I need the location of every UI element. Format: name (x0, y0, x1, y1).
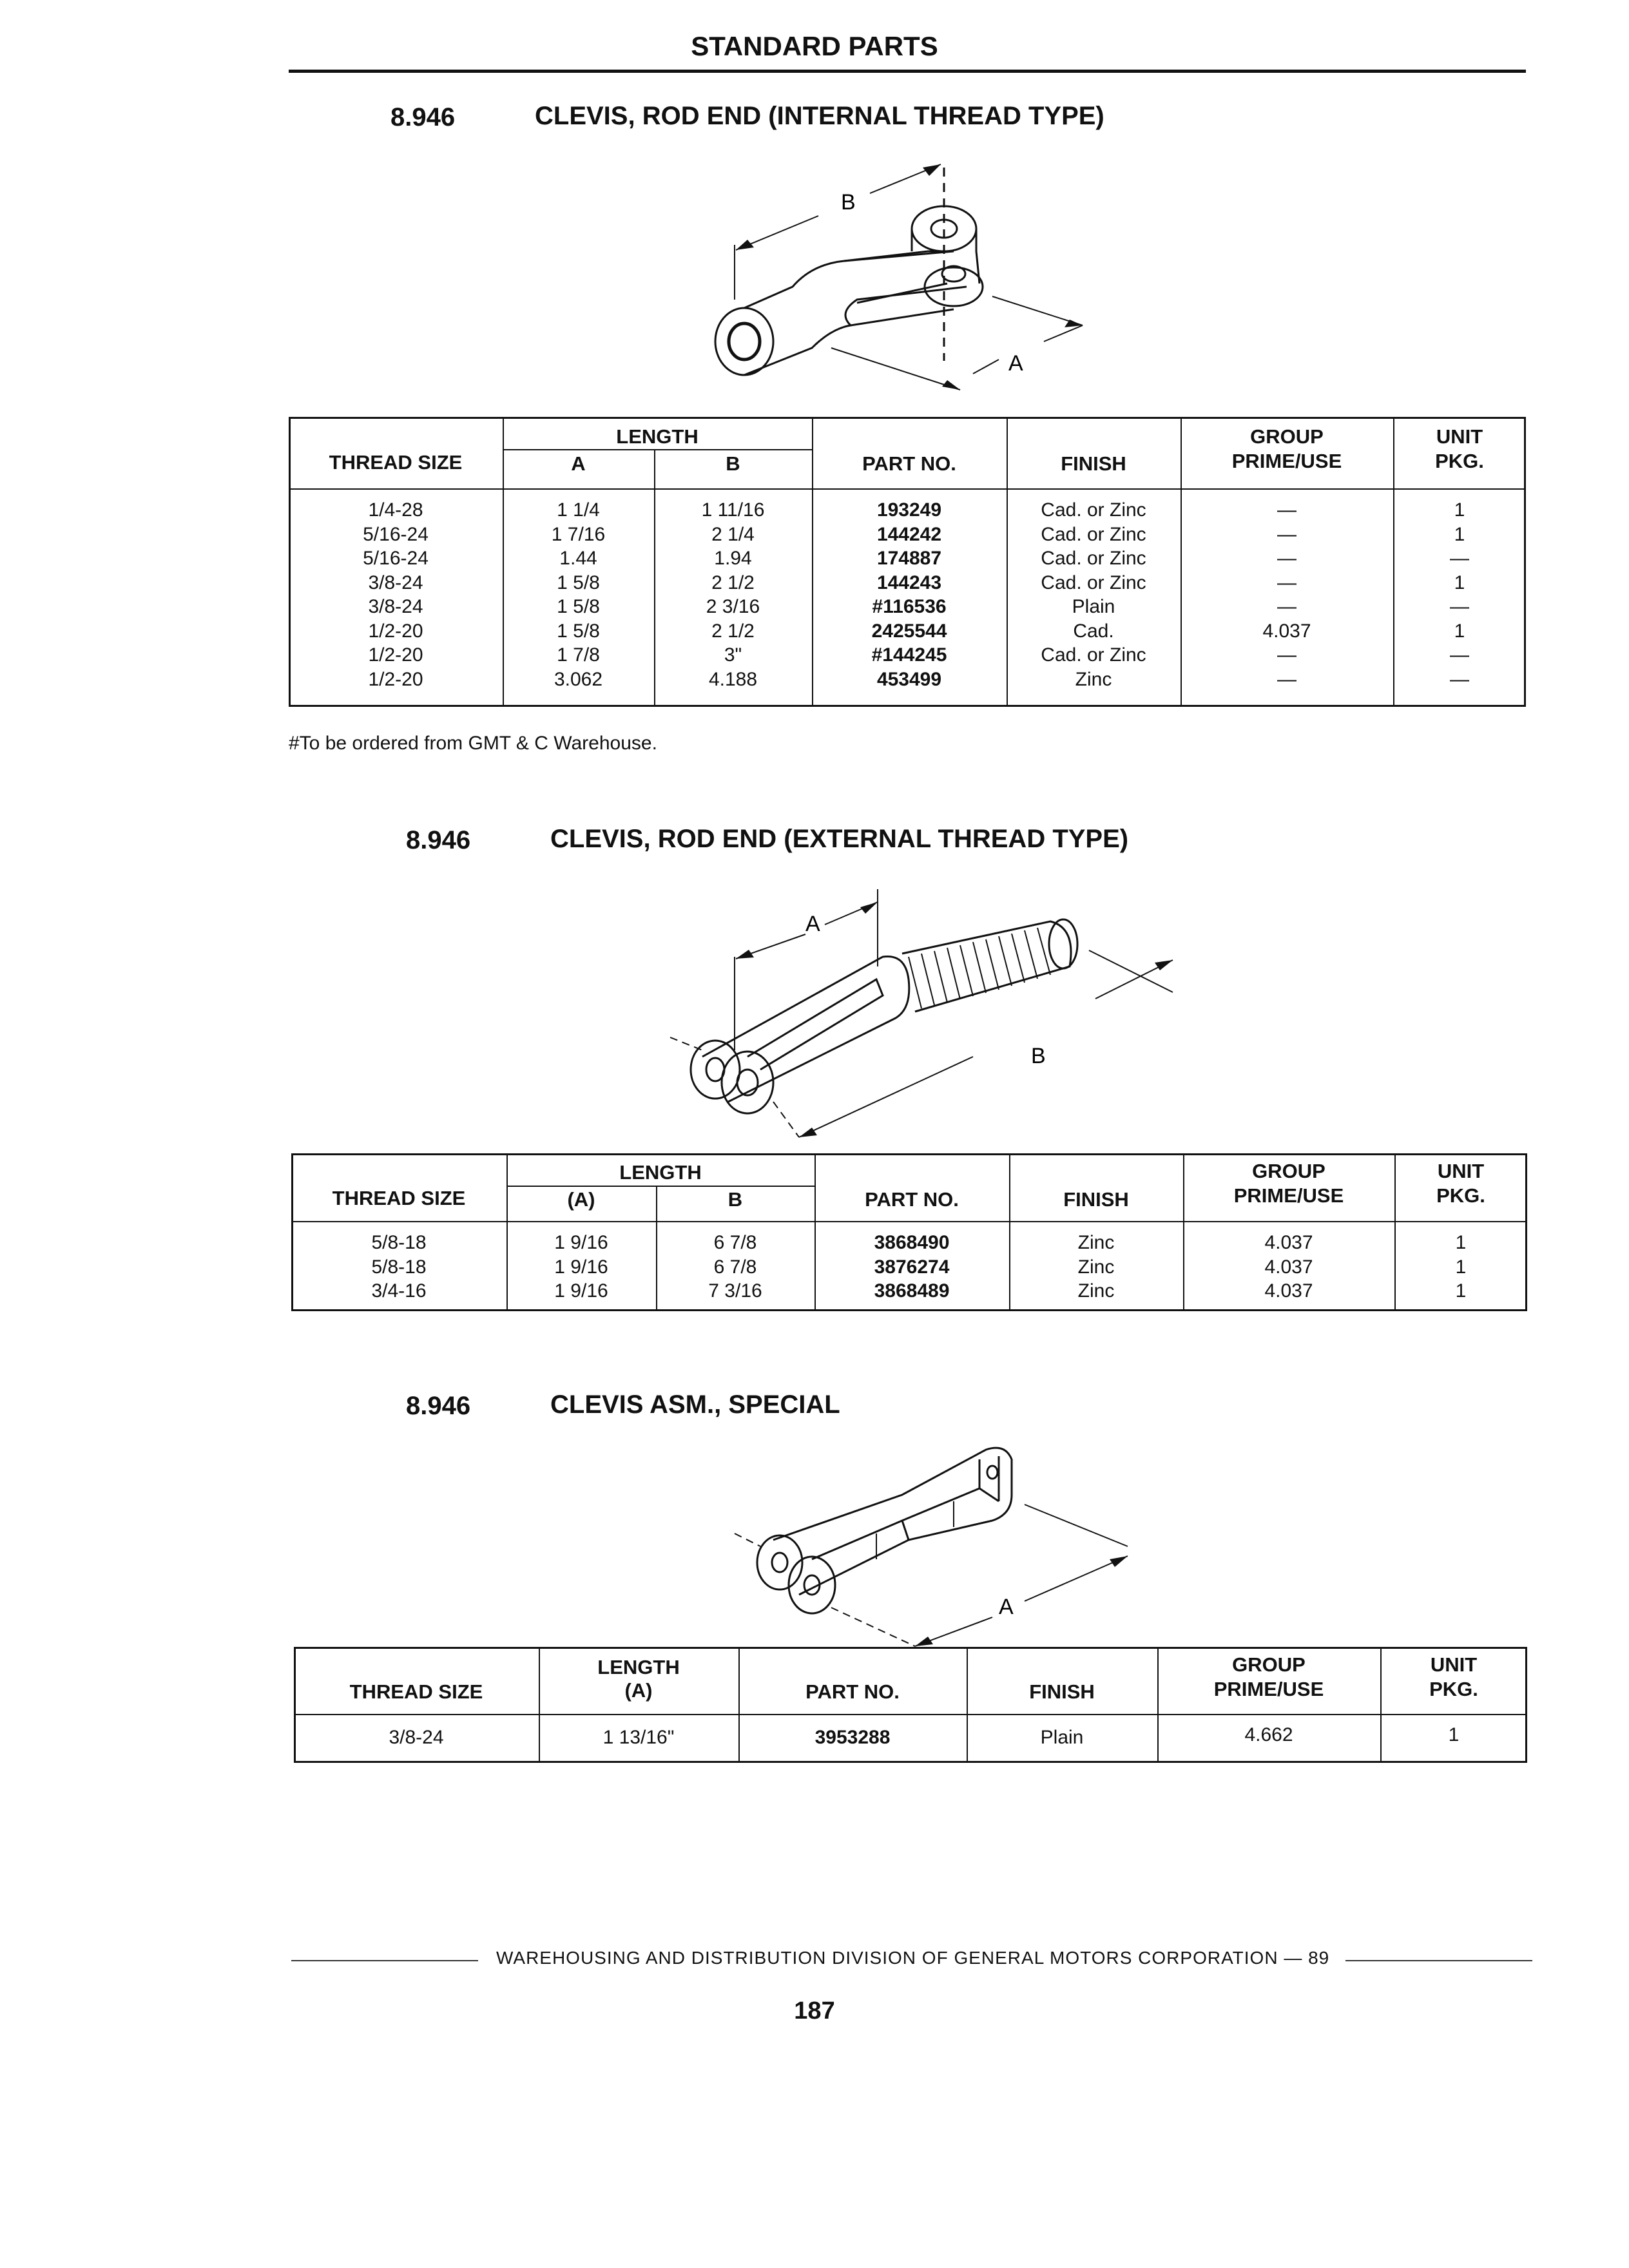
table-row-cell: 7 3/16 (708, 1280, 762, 1302)
table-row-cell: 3" (724, 644, 742, 666)
section-2-number: 8.946 (406, 826, 471, 854)
t1-head-thread-size: THREAD SIZE (329, 451, 463, 474)
table-row-cell: 1 (1455, 1232, 1467, 1253)
fig2-label-b: B (1031, 1044, 1046, 1068)
table-row-cell: 4.037 (1264, 1232, 1313, 1253)
page-header: STANDARD PARTS (691, 31, 938, 61)
internal-thread-clevis-figure (683, 155, 1108, 399)
table-row-cell: Plain (1040, 1727, 1084, 1748)
t1-head-pkg: PKG. (1435, 450, 1484, 472)
table-row-cell: 1.44 (559, 548, 597, 569)
fig3-label-a: A (999, 1595, 1014, 1619)
t2-head-group: GROUP (1252, 1160, 1325, 1182)
footnote: #To be ordered from GMT & C Warehouse. (289, 733, 657, 754)
table-row-cell: 6 7/8 (713, 1232, 757, 1253)
table-row-cell: Zinc (1075, 668, 1112, 690)
table-row-cell: 3/8-24 (368, 596, 423, 617)
table-row-cell: Zinc (1077, 1280, 1115, 1302)
t1-head-b: B (726, 452, 740, 475)
part-number: 174887 (876, 548, 942, 569)
t3-head-unit: UNIT (1430, 1653, 1478, 1676)
table-row-cell: 1 9/16 (554, 1256, 608, 1278)
t3-head-length: LENGTH (597, 1656, 680, 1678)
t2-head-a: (A) (567, 1188, 595, 1211)
table-row-cell: 5/8-18 (371, 1232, 427, 1253)
t1-head-length: LENGTH (616, 425, 699, 448)
table-row-cell: Zinc (1077, 1256, 1115, 1278)
table-row-cell: — (1277, 499, 1296, 521)
t3-head-prime-use: PRIME/USE (1213, 1678, 1324, 1700)
part-number: 2425544 (871, 620, 947, 642)
part-number: #116536 (872, 596, 947, 617)
table-row-cell: 5/16-24 (363, 523, 429, 545)
table-row-cell: 1 11/16 (701, 499, 765, 521)
section-3-title: CLEVIS ASM., SPECIAL (550, 1390, 840, 1419)
table-row-cell: 2 1/4 (711, 523, 755, 545)
table-row-cell: 6 7/8 (713, 1256, 757, 1278)
table-row-cell: — (1277, 548, 1296, 569)
table-row-cell: — (1277, 644, 1296, 666)
t3-head-a: (A) (624, 1679, 653, 1702)
table-row-cell: Cad. or Zinc (1041, 523, 1146, 545)
special-clevis-figure (722, 1430, 1134, 1649)
t1-head-a: A (571, 452, 586, 475)
t3-head-finish: FINISH (1029, 1680, 1095, 1703)
table-row-cell: — (1450, 596, 1469, 617)
table-row-cell: 1 13/16" (602, 1727, 675, 1748)
table-row-cell: 1 (1454, 499, 1465, 521)
t2-head-length: LENGTH (619, 1161, 702, 1184)
table-row-cell: 1 7/8 (557, 644, 600, 666)
table-row-cell: Cad. or Zinc (1041, 572, 1146, 593)
table-row-cell: — (1450, 548, 1469, 569)
section-1-number: 8.946 (390, 103, 456, 131)
table-row-cell: 3/8-24 (368, 572, 423, 593)
part-number: 144243 (876, 572, 942, 593)
part-number: 3876274 (874, 1256, 950, 1278)
table-row-cell: 1 9/16 (554, 1280, 608, 1302)
table-row-cell: 3/4-16 (371, 1280, 427, 1302)
t1-head-part-no: PART NO. (862, 452, 956, 475)
t1-head-finish: FINISH (1061, 452, 1126, 475)
table-row-cell: 1/2-20 (368, 644, 423, 666)
part-number: 453499 (876, 668, 942, 690)
table-row-cell: 1 (1455, 1256, 1467, 1278)
part-number: 3868489 (874, 1280, 950, 1302)
table-row-cell: Cad. (1073, 620, 1114, 642)
table-row-cell: 4.037 (1262, 620, 1311, 642)
table-row-cell: 2 3/16 (706, 596, 760, 617)
table-row-cell: 5/8-18 (371, 1256, 427, 1278)
header-rule (289, 70, 1526, 73)
part-number: 193249 (876, 499, 942, 521)
table-row-cell: 1 9/16 (554, 1232, 608, 1253)
table-row-cell: 1 5/8 (557, 572, 600, 593)
table-row-cell: Zinc (1077, 1232, 1115, 1253)
t2-head-unit: UNIT (1437, 1160, 1485, 1182)
t2-head-thread-size: THREAD SIZE (332, 1187, 466, 1209)
table-row-cell: 1 (1448, 1724, 1460, 1745)
table-row-cell: 4.037 (1264, 1256, 1313, 1278)
table-row-cell: — (1450, 668, 1469, 690)
table-row-cell: 1/2-20 (368, 620, 423, 642)
section-2-title: CLEVIS, ROD END (EXTERNAL THREAD TYPE) (550, 825, 1129, 853)
table-row-cell: 5/16-24 (363, 548, 429, 569)
part-number: 144242 (876, 523, 942, 545)
table-row-cell: 1 (1454, 523, 1465, 545)
t3-head-pkg: PKG. (1429, 1678, 1478, 1700)
part-number: #144245 (871, 644, 947, 666)
t2-head-b: B (728, 1188, 743, 1211)
table-row-cell: 1/2-20 (368, 668, 423, 690)
t3-head-group: GROUP (1232, 1653, 1306, 1676)
table-row-cell: 1/4-28 (368, 499, 423, 521)
fig1-label-b: B (841, 190, 856, 215)
table-row-cell: — (1450, 644, 1469, 666)
table-row-cell: 1 7/16 (551, 523, 606, 545)
table-row-cell: Cad. or Zinc (1041, 644, 1146, 666)
fig1-label-a: A (1008, 351, 1023, 376)
t2-head-part-no: PART NO. (865, 1188, 959, 1211)
table-row-cell: 4.662 (1244, 1724, 1293, 1745)
table-row-cell: 2 1/2 (711, 572, 755, 593)
page-number: 187 (794, 1997, 835, 2024)
fig2-label-a: A (805, 912, 820, 936)
t3-head-part-no: PART NO. (805, 1680, 900, 1703)
table-row-cell: 4.037 (1264, 1280, 1313, 1302)
table-row-cell: — (1277, 572, 1296, 593)
table-row-cell: 2 1/2 (711, 620, 755, 642)
external-thread-clevis-figure (651, 883, 1218, 1153)
t2-head-finish: FINISH (1063, 1188, 1129, 1211)
table-row-cell: 4.188 (708, 668, 758, 690)
t1-head-prime-use: PRIME/USE (1231, 450, 1342, 472)
section-3-number: 8.946 (406, 1392, 471, 1420)
table-row-cell: 3/8-24 (389, 1727, 444, 1748)
table-row-cell: Cad. or Zinc (1041, 548, 1146, 569)
footer-rule-right (1345, 1960, 1532, 1961)
table-row-cell: 1 5/8 (557, 596, 600, 617)
t1-head-group: GROUP (1250, 425, 1324, 448)
table-row-cell: — (1277, 668, 1296, 690)
t3-head-thread-size: THREAD SIZE (349, 1680, 483, 1703)
footer-text: WAREHOUSING AND DISTRIBUTION DIVISION OF GENERAL MOTORS CORPORATION — 89 (496, 1948, 1330, 1968)
part-number: 3868490 (874, 1232, 950, 1253)
table-row-cell: 1 (1454, 620, 1465, 642)
t2-head-prime-use: PRIME/USE (1233, 1184, 1344, 1207)
table-row-cell: 3.062 (554, 668, 603, 690)
table-row-cell: 1 (1454, 572, 1465, 593)
t1-head-unit: UNIT (1436, 425, 1483, 448)
table-row-cell: — (1277, 596, 1296, 617)
table-row-cell: Cad. or Zinc (1041, 499, 1146, 521)
part-number: 3953288 (815, 1727, 891, 1748)
table-row-cell: — (1277, 523, 1296, 545)
t2-head-pkg: PKG. (1436, 1184, 1485, 1207)
table-row-cell: 1 (1455, 1280, 1467, 1302)
table-row-cell: 1 1/4 (557, 499, 600, 521)
table-row-cell: Plain (1072, 596, 1115, 617)
footer-rule-left (291, 1960, 478, 1961)
table-row-cell: 1.94 (714, 548, 752, 569)
table-row-cell: 1 5/8 (557, 620, 600, 642)
section-1-title: CLEVIS, ROD END (INTERNAL THREAD TYPE) (535, 102, 1104, 130)
